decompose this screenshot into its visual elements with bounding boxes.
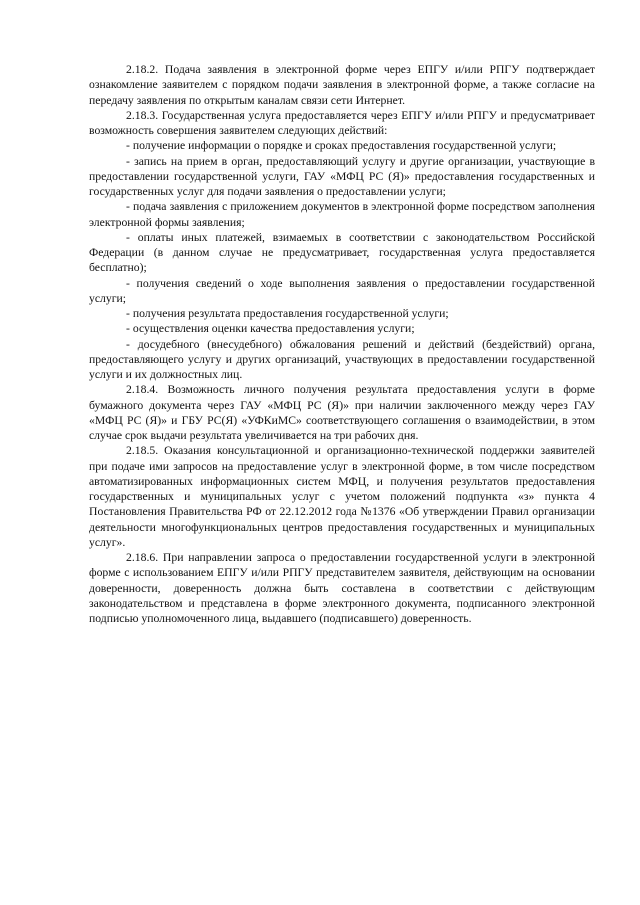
- paragraph-2-18-6: 2.18.6. При направлении запроса о предоставлении государственной услуги в электронной форме с использованием ЕПГУ и/или РПГУ представителем заявителя, действующим на основании доверенности, доверенность должна быть составлена в соответствии с действующим законодательством и представлена в форме электронного документа, подписанного электронной подписью уполномоченного лица, выдавшего (подписавшего) доверенность.: [89, 551, 595, 625]
- list-item-info: - получение информации о порядке и сроках предоставления государственной услуги;: [126, 139, 557, 153]
- list-item-payments: - оплаты иных платежей, взимаемых в соответствии с законодательством Российской Федерации (в данном случае не предусматривает, государственная услуга предоставляется бесплатно);: [89, 230, 595, 275]
- paragraph-2-18-2: 2.18.2. Подача заявления в электронной форме через ЕПГУ и/или РПГУ подтверждает ознакомление заявителем с порядком подачи заявления в электронной форме, а также согласие на передачу заявления по открытым каналам связи сети Интернет.: [89, 63, 595, 107]
- list-item-status: - получения сведений о ходе выполнения заявления о предоставлении государственной услуги;: [89, 276, 595, 305]
- list-item-quality: - осуществления оценки качества предоставления услуги;: [126, 322, 415, 336]
- list-item-result: - получения результата предоставления государственной услуги;: [126, 307, 449, 320]
- paragraph-2-18-3: 2.18.3. Государственная услуга предоставляется через ЕПГУ и/или РПГУ и предусматривает возможность совершения заявителем следующих действий:: [89, 108, 595, 137]
- document-page: [89, 62, 595, 626]
- paragraph-2-18-5: 2.18.5. Оказания консультационной и организационно-технической поддержки заявителей при подаче ими запросов на предоставление услуг в электронной форме, в том числе посредством автоматизированных информационных систем МФЦ, и получения результатов предоставления государственных и муниципальных услуг с учетом положений подпункта «з» пункта 4 Постановления Правительства РФ от 22.12.2012 года №1376 «Об утверждении Правил организации деятельности многофункциональных центров предоставления государственных и муниципальных услуг».: [89, 444, 595, 549]
- list-item-appeal: - досудебного (внесудебного) обжалования решений и действий (бездействий) органа, предоставляющего услугу и других организаций, участвующих в предоставлении государственной услуги и их должностных лиц.: [89, 337, 595, 381]
- list-item-appointment: - запись на прием в орган, предоставляющий услугу и другие организации, участвующие в предоставлении государственной услуги, ГАУ «МФЦ РС (Я)» предоставления государственных и государственных услуг для подачи заявления о предоставлении услуги;: [89, 154, 595, 198]
- list-item-submission: - подача заявления с приложением документов в электронной форме посредством заполнения электронной формы заявления;: [89, 200, 595, 229]
- paragraph-2-18-4: 2.18.4. Возможность личного получения результата предоставления услуги в форме бумажного документа через ГАУ «МФЦ РС (Я)» при наличии заключенного между через ГАУ «МФЦ РС (Я)» и ГБУ РС(Я) «УФКиМС» соответствующего соглашения о взаимодействии, в этом случае срок выдачи результата увеличивается на три рабочих дня.: [89, 383, 595, 442]
